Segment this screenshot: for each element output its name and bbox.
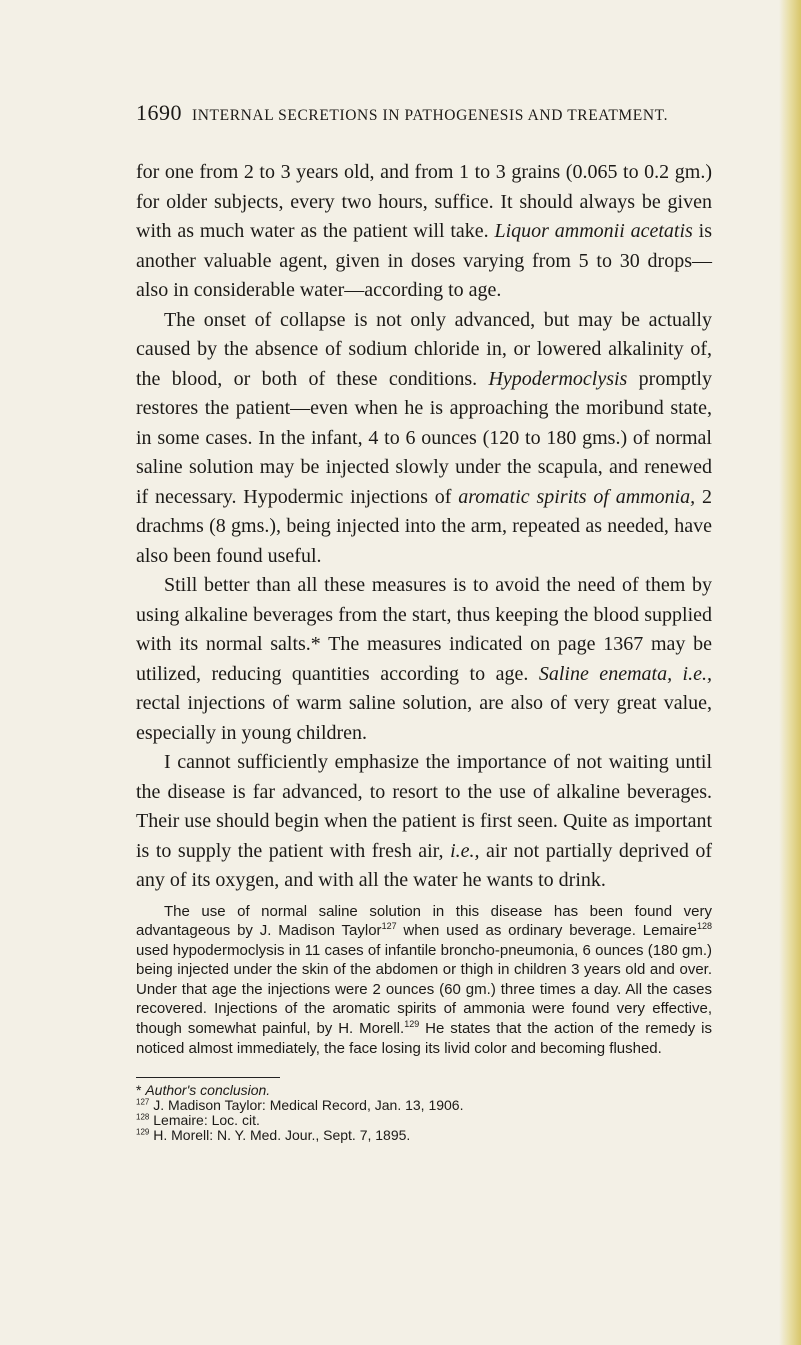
footnote-128	[136, 1113, 712, 1128]
italic-term: Hypodermoclysis	[488, 367, 628, 390]
footnote-reference: 128	[696, 921, 712, 932]
text-run: The use of normal saline solution in this disease has been found very advantageous by J. Madison Taylor	[136, 902, 712, 940]
paragraph-4	[136, 748, 712, 896]
footnote-129	[136, 1128, 712, 1143]
paragraph-2	[136, 306, 712, 572]
text-run: rectal injections of warm saline solution, are also of very great value, especially in young children.	[136, 692, 712, 744]
footnote-divider	[136, 1077, 280, 1078]
footnote-marker: 129	[136, 1127, 150, 1137]
page-header	[136, 100, 712, 150]
footnote-reference: 129	[404, 1019, 420, 1030]
footnote-text: Lemaire: Loc. cit.	[149, 1112, 260, 1129]
italic-term: aromatic spirits of ammonia,	[458, 485, 696, 508]
text-run: Still better than all these measures is to avoid the need of them by using alkaline beverages from the start, thus keeping the blood supplied with its normal salts.* The measures indicated on page 1367 may be utilized, reducing quantities according to age.	[136, 574, 712, 685]
paragraph-1	[136, 158, 712, 306]
italic-term: Liquor ammonii acetatis	[494, 220, 693, 242]
footnote-marker: *	[136, 1082, 146, 1099]
page-number: 1690	[136, 100, 182, 125]
text-run: The onset of collapse is not only advanced, but may be actually caused by the absence of sodium chloride in, or lowered alkalinity of, the blood, or both of these conditions.	[136, 308, 712, 390]
footnotes	[136, 1083, 712, 1143]
text-run: I cannot sufficiently emphasize the importance of not waiting until the disease is far advanced, to resort to the use of alkaline beverages. Their use should begin when the patient is first seen. Quite as important is to supply the patient with fresh air,	[136, 751, 712, 862]
text-run: air not partially deprived of any of its oxygen, and with all the water he wants to drink.	[136, 839, 712, 891]
paragraph-3	[136, 571, 712, 748]
text-run: promptly restores the patient—even when he is approaching the moribund state, in some cases. In the infant, 4 to 6 ounces (120 to 180 gms.) of normal saline solution may be injected slowly under the scapula, and renewed if necessary. Hypodermic injections of	[136, 367, 712, 508]
italic-term: i.e.,	[450, 839, 480, 862]
footnote-reference: 127	[381, 921, 397, 932]
text-run: for one from 2 to 3 years old, and from 1 to 3 grains (0.065 to 0.2 gm.) for older subjects, every two hours, suffice. It should always be given with as much water as the patient will take.	[136, 161, 712, 242]
text-run: used hypodermoclysis in 11 cases of infantile broncho-pneumonia, 6 ounces (180 gm.) being injected under the skin of the abdomen or thigh in children 3 years old and over. Under that age the injections were 2 ounces (60 gm.) three times a day. All the cases recovered. Injections of the aromatic spirits of ammonia were found very effective, though somewhat painful, by H. Morell.	[136, 941, 712, 1038]
book-page	[136, 100, 712, 1143]
footnote-text: H. Morell: N. Y. Med. Jour., Sept. 7, 1895.	[149, 1127, 411, 1144]
footnote-text: J. Madison Taylor: Medical Record, Jan. 13, 1906.	[149, 1097, 464, 1114]
footnote-marker: 128	[136, 1112, 150, 1122]
footnote-127	[136, 1098, 712, 1113]
footnote-text: Author's conclusion.	[145, 1082, 271, 1099]
text-run: He states that the action of the remedy is noticed almost immediately, the face losing its livid color and becoming flushed.	[136, 1020, 713, 1057]
footnote-author	[136, 1083, 712, 1098]
small-type-paragraph	[136, 902, 712, 1059]
page-edge-shading	[779, 0, 801, 1345]
running-head: INTERNAL SECRETIONS IN PATHOGENESIS AND TREATMENT.	[192, 107, 669, 124]
text-run: is another valuable agent, given in doses varying from 5 to 30 drops—also in considerable water—according to age.	[136, 220, 712, 301]
text-run: 2 drachms (8 gms.), being injected into the arm, repeated as needed, have also been found useful.	[136, 485, 712, 567]
italic-term: Saline enemata, i.e.,	[538, 662, 712, 685]
footnote-marker: 127	[136, 1097, 150, 1107]
main-text	[136, 158, 712, 896]
text-run: when used as ordinary beverage. Lemaire	[396, 922, 697, 940]
